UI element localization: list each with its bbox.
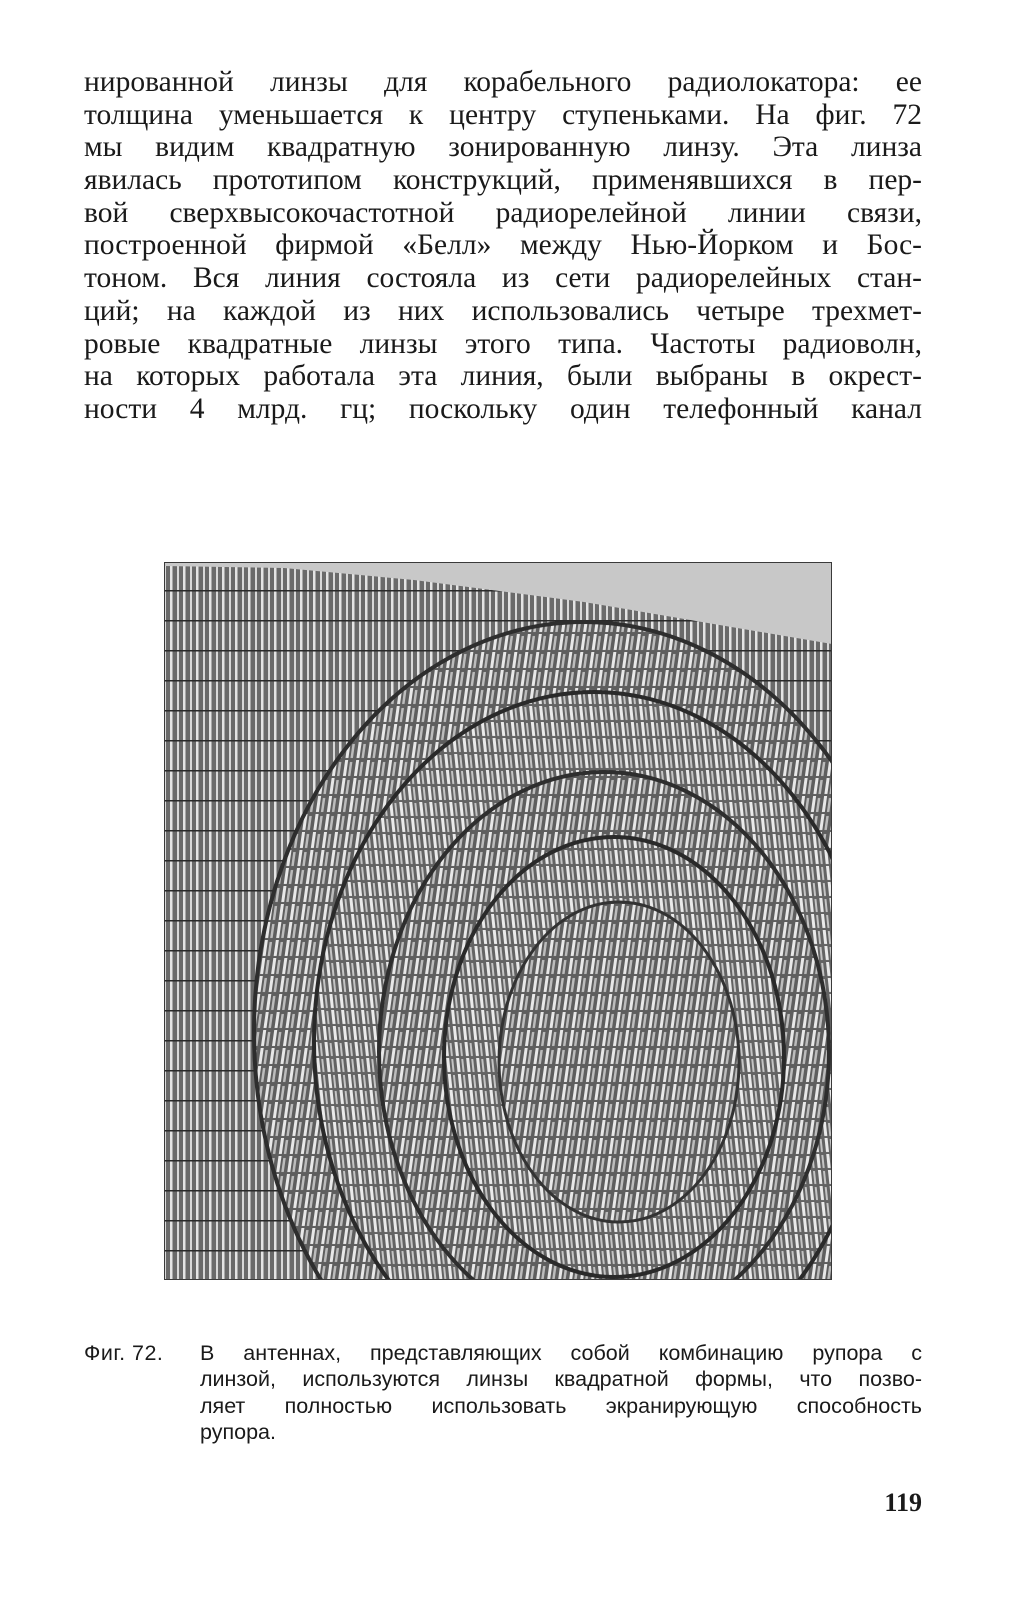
figure-photo-lens [164,562,832,1280]
body-line: на которых работала эта линия, были выбраны в окрест- [84,360,922,393]
body-line: мы видим квадратную зонированную линзу. Эта линза [84,131,922,164]
body-line: нированной линзы для корабельного радиолокатора: ее [84,66,922,98]
body-line: ций; на каждой из них использовались четыре трехмет- [84,294,922,327]
body-text [84,66,922,426]
figure-label: Фиг. 72. [84,1341,164,1365]
page-number: 119 [884,1488,922,1517]
body-line: толщина уменьшается к центру ступеньками. На фиг. 72 [84,98,922,131]
caption-line: В антеннах, представляющих собой комбинацию рупора с [200,1341,922,1365]
zoned-lens-illustration [164,562,832,1280]
body-line: явилась прототипом конструкций, применявшихся в пер- [84,164,922,197]
caption-line: линзой, используются линзы квадратной формы, что позво- [200,1367,922,1392]
body-line: тоном. Вся линия состояла из сети радиорелейных стан- [84,262,922,295]
caption-line: ляет полностью использовать экранирующую способность [200,1393,922,1418]
figure-caption [84,1340,922,1446]
caption-line: рупора. [200,1420,276,1445]
caption-first-line [84,1340,922,1366]
body-line: ровые квадратные линзы этого типа. Частоты радиоволн, [84,327,922,360]
body-line: вой сверхвысокочастотной радиорелейной линии связи, [84,196,922,229]
body-line: ности 4 млрд. гц; поскольку один телефонный канал [84,392,922,425]
body-line: построенной фирмой «Белл» между Нью-Йорком и Бос- [84,229,922,262]
